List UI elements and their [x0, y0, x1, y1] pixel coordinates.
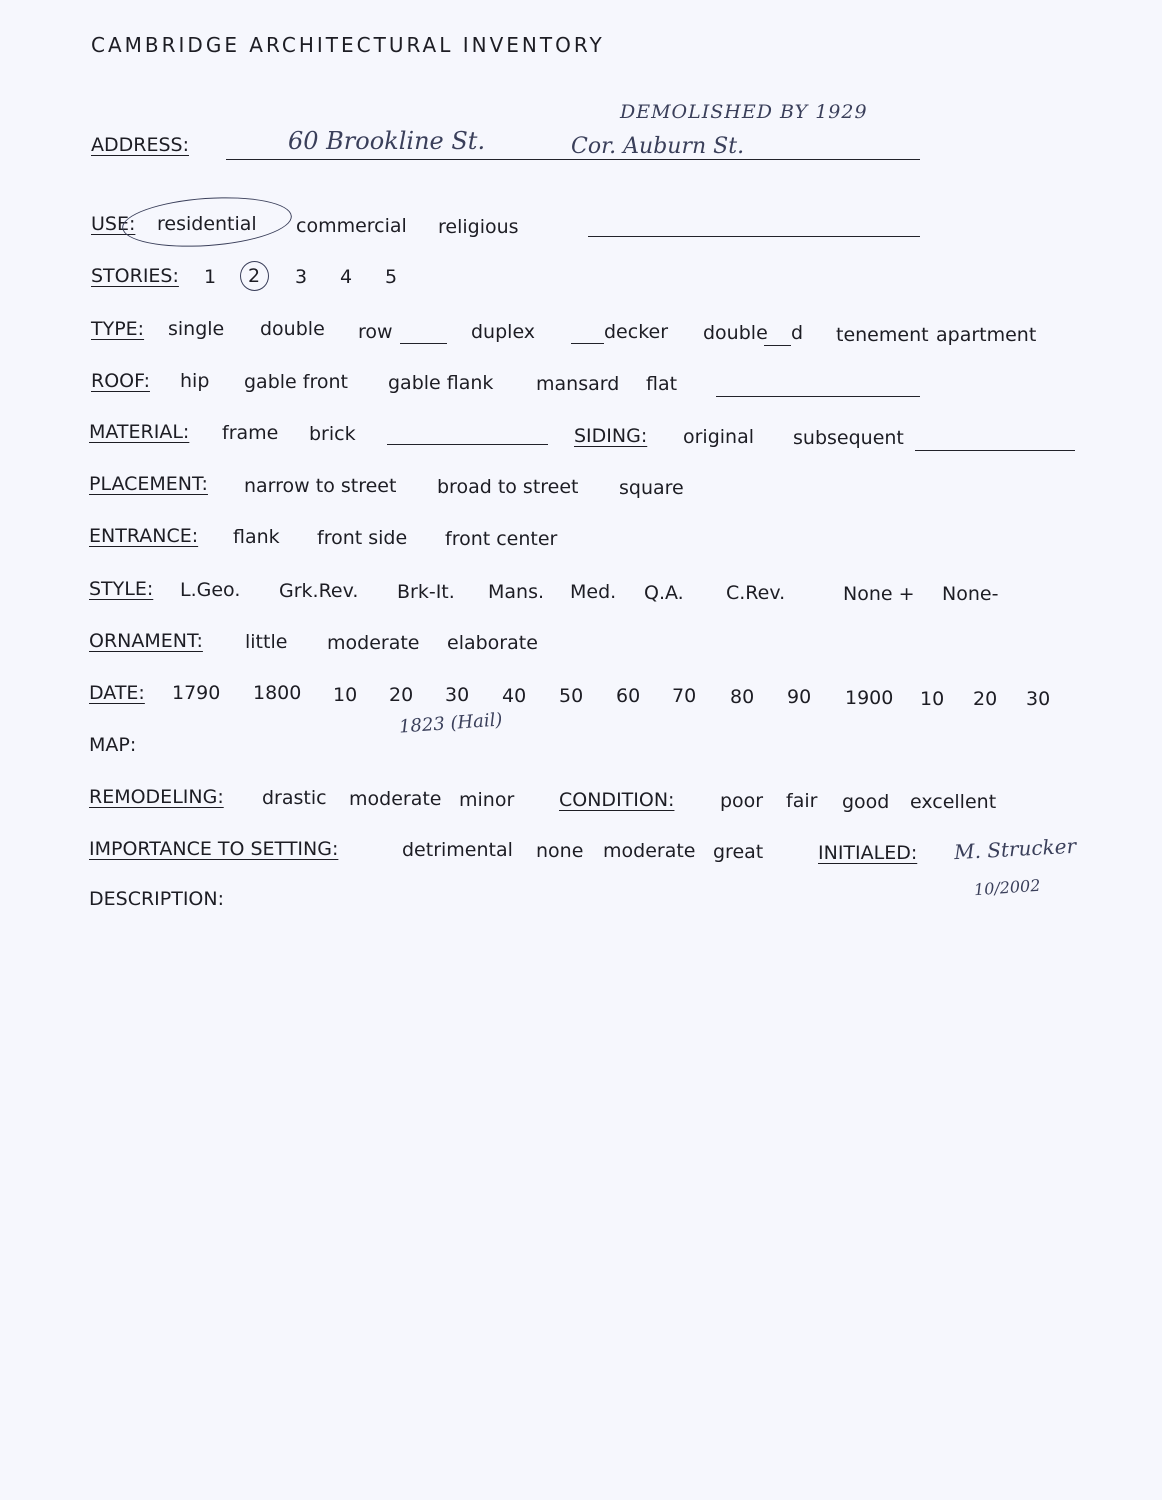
type-double-d-line	[764, 345, 791, 346]
stories-selection-circle	[240, 261, 269, 291]
roof-hip: hip	[180, 370, 210, 392]
material-brick: brick	[309, 423, 356, 445]
style-qa: Q.A.	[644, 582, 684, 604]
date-label: DATE:	[89, 682, 145, 704]
date-1930: 30	[1026, 688, 1051, 710]
type-d: d	[791, 322, 804, 344]
importance-detrimental: detrimental	[402, 839, 513, 861]
date-1840: 40	[502, 685, 527, 707]
type-double-d: double	[703, 322, 768, 344]
material-frame: frame	[222, 422, 279, 444]
condition-fair: fair	[786, 790, 818, 812]
condition-good: good	[842, 791, 890, 813]
roof-gable-front: gable front	[244, 371, 348, 393]
stories-1: 1	[204, 266, 217, 288]
style-label: STYLE:	[89, 578, 154, 600]
use-residential: residential	[157, 213, 257, 235]
date-1850: 50	[559, 685, 584, 707]
importance-moderate: moderate	[603, 840, 696, 862]
roof-flat: flat	[646, 373, 678, 395]
siding-original: original	[683, 426, 755, 448]
importance-none: none	[536, 840, 584, 862]
type-label: TYPE:	[91, 318, 145, 340]
description-label: DESCRIPTION:	[89, 888, 225, 910]
date-1820: 20	[389, 684, 414, 706]
use-religious: religious	[438, 216, 519, 238]
style-none-plus: None +	[843, 583, 915, 605]
use-commercial: commercial	[296, 215, 407, 237]
remodeling-moderate: moderate	[349, 788, 442, 810]
material-line	[387, 444, 548, 445]
ornament-label: ORNAMENT:	[89, 630, 203, 652]
type-tenement: tenement	[836, 324, 929, 346]
type-row: row	[358, 321, 393, 343]
style-mans: Mans.	[488, 581, 545, 603]
stories-4: 4	[340, 266, 353, 288]
initials-date: 10/2002	[973, 875, 1042, 900]
use-label: USE:	[91, 213, 136, 235]
stories-2: 2	[248, 265, 261, 287]
style-grkrev: Grk.Rev.	[279, 580, 359, 602]
condition-excellent: excellent	[910, 791, 997, 813]
style-crev: C.Rev.	[726, 582, 786, 604]
date-1890: 90	[787, 686, 812, 708]
type-duplex: duplex	[471, 321, 536, 343]
address-label: ADDRESS:	[91, 134, 189, 156]
use-line	[588, 236, 920, 237]
roof-line	[716, 396, 920, 397]
date-1800: 1800	[253, 682, 302, 704]
roof-gable-flank: gable flank	[388, 372, 494, 394]
style-lgeo: L.Geo.	[180, 579, 241, 601]
entrance-flank: flank	[233, 526, 280, 548]
stories-5: 5	[385, 266, 398, 288]
type-decker-line	[571, 343, 604, 344]
type-double: double	[260, 318, 325, 340]
address-value: 60 Brookline St.	[288, 127, 486, 155]
address-line	[226, 159, 920, 160]
date-1900: 1900	[845, 687, 894, 709]
date-1880: 80	[730, 686, 755, 708]
ornament-elaborate: elaborate	[447, 632, 538, 654]
date-1910: 10	[920, 688, 945, 710]
type-row-line	[400, 343, 447, 344]
siding-subsequent: subsequent	[793, 427, 904, 449]
placement-broad: broad to street	[437, 476, 579, 498]
placement-square: square	[619, 477, 684, 499]
map-label: MAP:	[89, 734, 137, 756]
initialed-label: INITIALED:	[818, 842, 918, 864]
style-med: Med.	[570, 581, 617, 603]
address-corner: Cor. Auburn St.	[571, 134, 745, 159]
type-decker: decker	[604, 321, 669, 343]
remodeling-label: REMODELING:	[89, 786, 224, 808]
material-label: MATERIAL:	[89, 421, 190, 443]
entrance-front-center: front center	[445, 528, 558, 550]
condition-label: CONDITION:	[559, 789, 675, 811]
ornament-moderate: moderate	[327, 632, 420, 654]
date-1810: 10	[333, 684, 358, 706]
demolished-note: DEMOLISHED BY 1929	[620, 101, 868, 123]
style-brkit: Brk-It.	[397, 581, 455, 603]
entrance-front-side: front side	[317, 527, 408, 549]
roof-mansard: mansard	[536, 373, 620, 395]
ornament-little: little	[245, 631, 288, 653]
type-single: single	[168, 318, 225, 340]
date-note: 1823 (Hail)	[398, 709, 504, 738]
remodeling-minor: minor	[459, 789, 515, 811]
form-title: CAMBRIDGE ARCHITECTURAL INVENTORY	[91, 33, 605, 57]
placement-label: PLACEMENT:	[89, 473, 208, 495]
roof-label: ROOF:	[91, 370, 150, 392]
importance-label: IMPORTANCE TO SETTING:	[89, 838, 339, 860]
stories-label: STORIES:	[91, 265, 179, 287]
use-selection-circle	[121, 192, 294, 252]
remodeling-drastic: drastic	[262, 787, 327, 809]
date-1790: 1790	[172, 682, 221, 704]
date-1920: 20	[973, 688, 998, 710]
initials-signature: M. Strucker	[953, 833, 1077, 865]
style-none-minus: None-	[942, 583, 999, 605]
condition-poor: poor	[720, 790, 764, 812]
entrance-label: ENTRANCE:	[89, 525, 199, 547]
date-1860: 60	[616, 685, 641, 707]
stories-3: 3	[295, 266, 308, 288]
watermark-bleed	[0, 1010, 1162, 1064]
importance-great: great	[713, 841, 764, 863]
siding-line	[915, 450, 1075, 451]
siding-label: SIDING:	[574, 425, 648, 447]
type-apartment: apartment	[936, 324, 1037, 346]
date-1830: 30	[445, 684, 470, 706]
placement-narrow: narrow to street	[244, 475, 397, 497]
date-1870: 70	[672, 685, 697, 707]
